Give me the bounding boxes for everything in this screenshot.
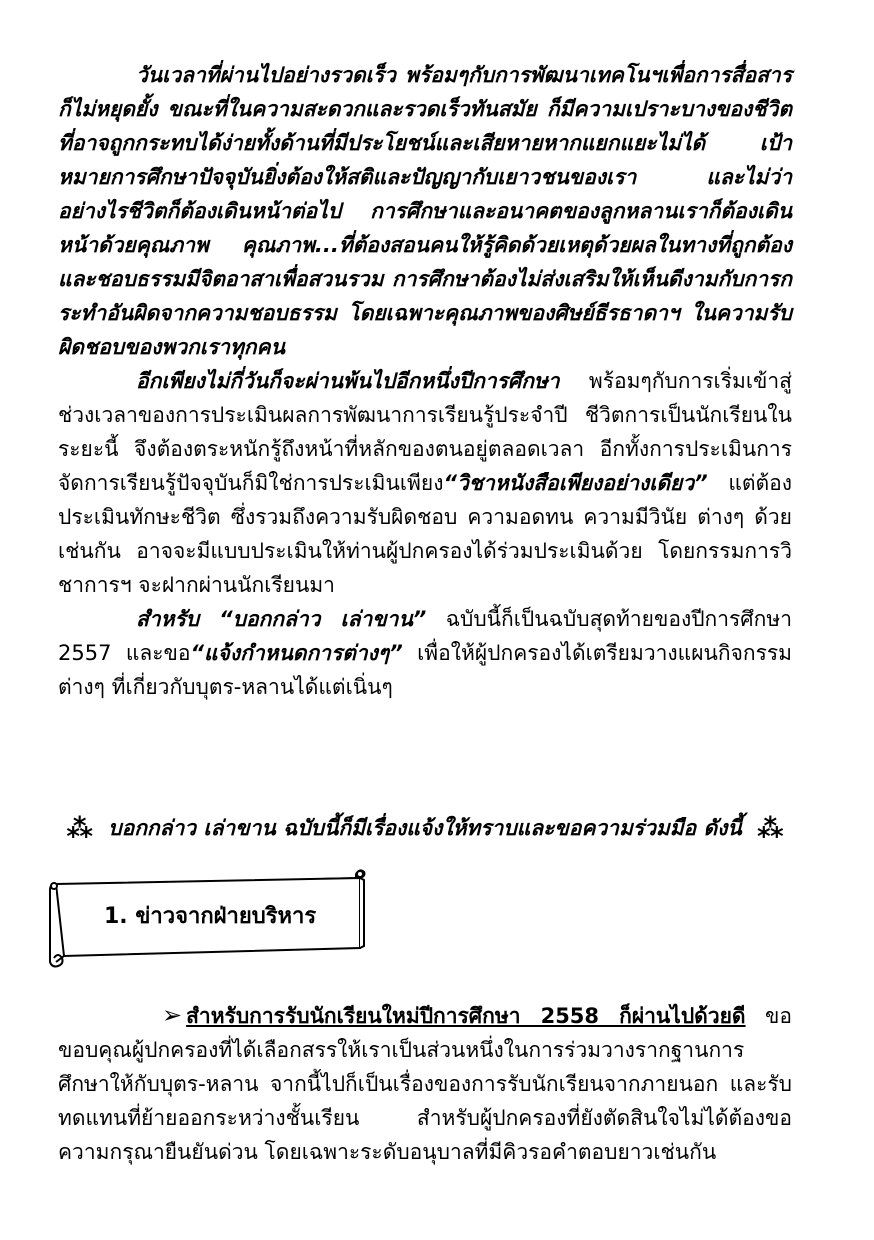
- intro-paragraph-3-text-a: ฉบับนี้ก็เป็นฉบับสุดท้ายของปีการศึกษา 2557 และขอ: [58, 607, 792, 665]
- admin-news-paragraph: [58, 998, 792, 1169]
- notice-heading: [58, 812, 792, 845]
- admin-news: [58, 998, 792, 1169]
- intro-paragraph-2-quote: “วิชาหนังสือเพียงอย่างเดียว”: [443, 471, 708, 495]
- admin-news-lead: สำหรับการรับนักเรียนใหม่ปีการศึกษา 2558 ก็ผ่านไปด้วยดี: [186, 1004, 746, 1028]
- intro-paragraph-3: [58, 602, 792, 704]
- intro-paragraph-3-quote: “แจ้งกำหนดการต่างๆ”: [190, 641, 403, 665]
- section-scroll-banner: [44, 866, 374, 972]
- intro-paragraph-1: วันเวลาที่ผ่านไปอย่างรวดเร็ว พร้อมๆกับการพัฒนาเทคโนฯเพื่อการสื่อสารก็ไม่หยุดยั้ง ขณะที่ในความสะดวกและรวดเร็วทันสมัย ก็มีความเปราะบางของชีวิตที่อาจถูกกระทบได้ง่ายทั้งด้านที่มีประโยชน์และเสียหายหากแยกแยะไม่ได้ เป้าหมายการศึกษาปัจจุบันยิ่งต้องให้สติและปัญญากับเยาวชนของเรา และไม่ว่าอย่างไรชีวิตก็ต้องเดินหน้าต่อไป การศึกษาและอนาคตของลูกหลานเราก็ต้องเดินหน้าด้วยคุณภาพ คุณภาพ...ที่ต้องสอนคนให้รู้คิดด้วยเหตุด้วยผลในทางที่ถูกต้องและชอบธรรมมีจิตอาสาเพื่อสวนรวม การศึกษาต้องไม่ส่งเสริมให้เห็นดีงามกับการกระทำอันผิดจากความชอบธรรม โดยเฉพาะคุณภาพของศิษย์ธีรธาดาฯ ในความรับผิดชอบของพวกเราทุกคน: [58, 63, 792, 359]
- newsletter-intro: [58, 58, 792, 704]
- intro-paragraph-3-text-b: เพื่อให้ผู้ปกครองได้เตรียมวางแผนกิจกรรมต่างๆ ที่เกี่ยวกับบุตร-หลานได้แต่เนิ่นๆ: [58, 641, 792, 699]
- intro-paragraph-2-text-a: พร้อมๆกับการเริ่มเข้าสู่ช่วงเวลาของการประเมินผลการพัฒนาการเรียนรู้ประจำปี ชีวิตการเป็นนักเรียนในระยะนี้ จึงต้องตระหนักรู้ถึงหน้าที่หลักของตนอยู่ตลอดเวลา อีกทั้งการประเมินการจัดการเรียนรู้ปัจจุบันก็มิใช่การประเมินเพียง: [58, 369, 792, 495]
- intro-paragraph-3-lead: สำหรับ “บอกกล่าว เล่าขาน”: [136, 607, 427, 631]
- intro-paragraph-2-lead: อีกเพียงไม่กี่วันก็จะผ่านพ้นไปอีกหนึ่งปีการศึกษา: [136, 369, 560, 393]
- star-ornament-right-icon: ⁂: [757, 814, 784, 844]
- intro-paragraph-2-text-b: แต่ต้องประเมินทักษะชีวิต ซึ่งรวมถึงความรับผิดชอบ ความอดทน ความมีวินัย ต่างๆ ด้วยเช่นกัน อาจจะมีแบบประเมินให้ท่านผู้ปกครองได้ร่วมประเมินด้วย โดยกรรมการวิชาการฯ จะฝากผ่านนักเรียนมา: [58, 471, 792, 597]
- star-ornament-left-icon: ⁂: [66, 814, 93, 844]
- arrow-bullet-icon: ➢: [162, 1001, 183, 1029]
- admin-news-text: ขอขอบคุณผู้ปกครองที่ได้เลือกสรรให้เราเป็นส่วนหนึ่งในการร่วมวางรากฐานการศึกษาให้กับบุตร-หลาน จากนี้ไปก็เป็นเรื่องของการรับนักเรียนจากภายนอก และรับทดแทนที่ย้ายออกระหว่างชั้นเรียน สำหรับผู้ปกครองที่ยังตัดสินใจไม่ได้ต้องขอความกรุณายืนยันด่วน โดยเฉพาะระดับอนุบาลที่มีคิวรอคำตอบยาวเช่นกัน: [58, 1004, 792, 1164]
- section-title: 1. ข่าวจากฝ่ายบริหาร: [104, 904, 317, 929]
- intro-paragraph-2: [58, 364, 792, 602]
- notice-heading-text: บอกกล่าว เล่าขาน ฉบับนี้ก็มีเรื่องแจ้งให้ทราบและขอความร่วมมือ ดังนี้: [108, 816, 742, 840]
